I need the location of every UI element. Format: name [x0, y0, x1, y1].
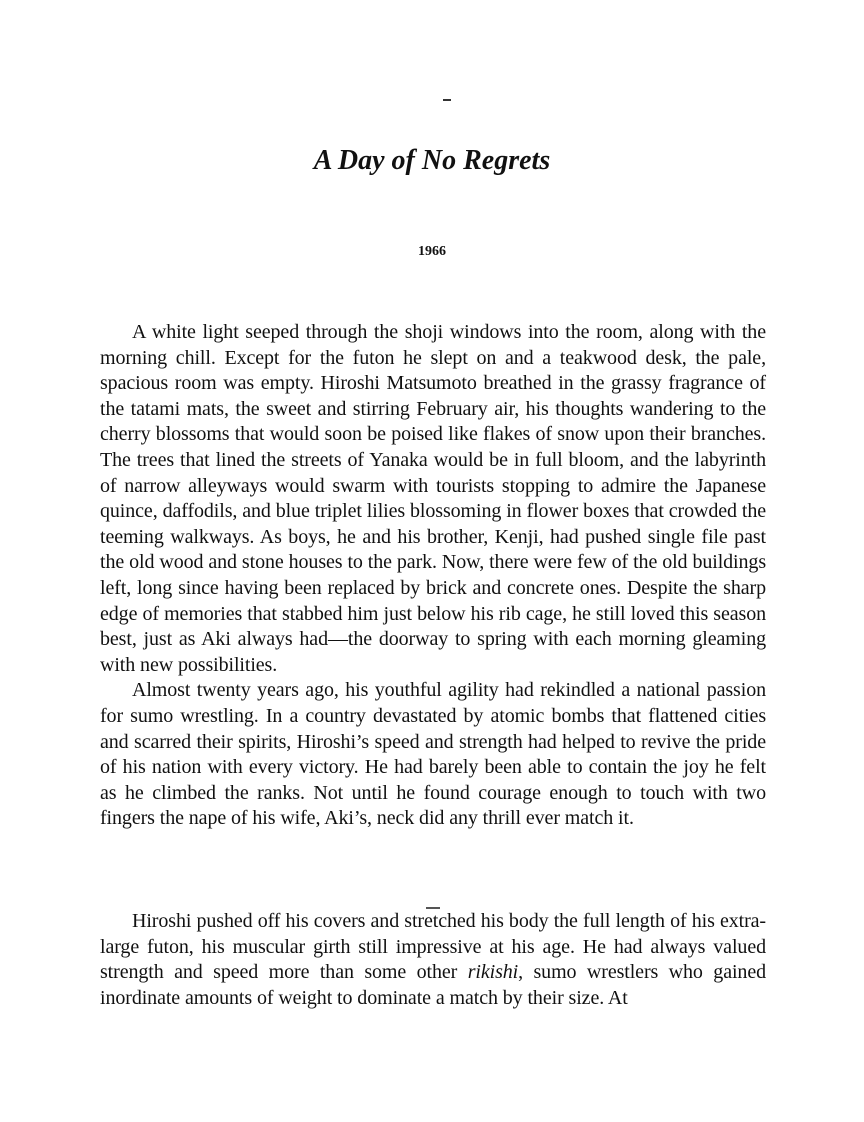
paragraph-3: [100, 909, 766, 1011]
body-text-section-2: [100, 909, 766, 1011]
paragraph-1: A white light seeped through the shoji windows into the room, along with the morning chill. Except for the futon he slept on and a teakwood desk, the pale, spacious room was empty. Hiroshi Matsumoto breathed in the grassy fragrance of the tatami mats, the sweet and stirring February air, his thoughts wandering to the cherry blossoms that would soon be poised like flakes of snow upon their branches. The trees that lined the streets of Yanaka would be in full bloom, and the labyrinth of narrow alleyways would swarm with tourists stopping to admire the Japanese quince, daffodils, and blue triplet lilies blossoming in flower boxes that crowded the teeming walkways. As boys, he and his brother, Kenji, had pushed single file past the old wood and stone houses to the park. Now, there were few of the old buildings left, long since having been replaced by brick and concrete ones. Despite the sharp edge of memories that stabbed him just below his rib cage, he still loved this season best, just as Aki always had—the doorway to spring with each morning gleaming with new possibilities.: [100, 321, 766, 676]
paragraph-2: Almost twenty years ago, his youthful agility had rekindled a national passion for sumo wrestling. In a country devastated by atomic bombs that flattened cities and scarred their spirits, Hiroshi’s speed and strength had helped to revive the pride of his nation with every victory. He had barely been able to contain the joy he felt as he climbed the ranks. Not until he found courage enough to touch with two fingers the nape of his wife, Aki’s, neck did any thrill ever match it.: [100, 679, 766, 830]
chapter-title: A Day of No Regrets: [313, 145, 551, 176]
paragraph-3-text-start: Hiroshi pushed off his covers and stretched his body the full length of his extra-large futon, his muscular girth still impressive at his age. He had always valued strength and speed more than some other: [100, 910, 766, 984]
paragraph-3-italic-term: rikishi: [467, 961, 519, 984]
page-header-mark: [443, 99, 451, 101]
paragraph-3-text-end: , sumo wrestlers who gained inordinate amounts of weight to dominate a match by their size. At: [100, 961, 767, 1009]
chapter-year: 1966: [418, 244, 446, 259]
body-text-section-1: [100, 320, 766, 832]
